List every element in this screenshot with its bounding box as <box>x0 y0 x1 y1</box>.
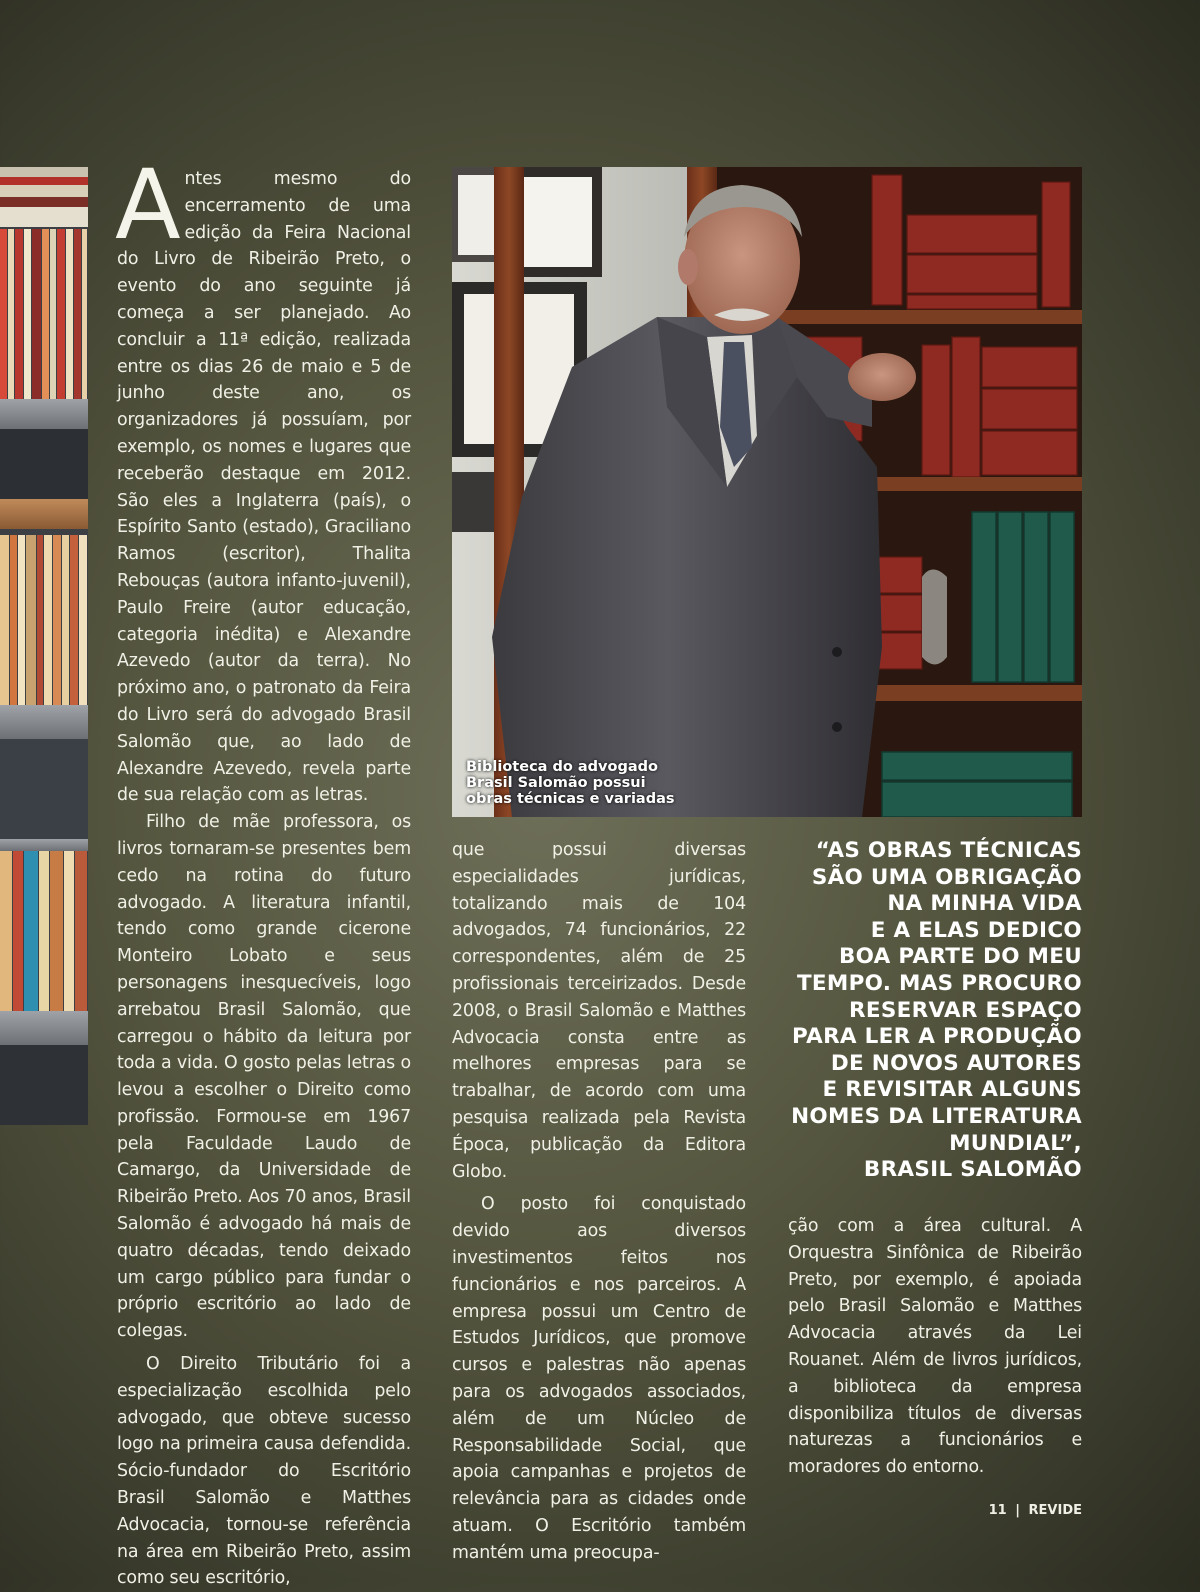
quote-line: NOMES DA LITERATURA <box>791 1103 1082 1129</box>
text-column-2 <box>452 837 746 1567</box>
caption-line: Biblioteca do advogado <box>466 759 658 775</box>
paragraph-5: O posto foi conquistado devido aos diversos investimentos feitos nos funcionários e nos parceiros. A empresa possui um Centro de Estudos Jurídicos, que promove cursos e palestras não apenas para os advogados associados, além de um Núcleo de Responsabilidade Social, que apoia campanhas e projetos de relevância para as cidades onde atuam. O Escritório também mantém uma preocupa- <box>452 1194 746 1563</box>
quote-line: NA MINHA VIDA <box>887 891 1082 917</box>
caption-line: Brasil Salomão possui <box>466 775 646 791</box>
page-number: 11 <box>988 1503 1007 1518</box>
quote-line: PARA LER A PRODUÇÃO <box>792 1024 1082 1050</box>
drop-cap: A <box>115 149 181 261</box>
photo-caption <box>466 759 675 807</box>
quote-line: MUNDIAL”, <box>949 1130 1082 1156</box>
text-column-1 <box>115 149 411 1592</box>
quote-line: DE NOVOS AUTORES <box>830 1050 1082 1076</box>
paragraph-1: Antes mesmo do encerramento de uma edição da Feira Nacional do Livro de Ribeirão Preto, o evento do ano seguinte já começa a ser planejado. Ao concluir a 11ª edição, realizada entre os dias 26 de maio e 5 de junho deste ano, os organizadores já possuíam, por exemplo, os nomes e lugares que receberão destaque em 2012. São eles a Inglaterra (país), o Espírito Santo (estado), Graciliano Ramos (escritor), Thalita Rebouças (autora infanto-juvenil), Paulo Freire (autor educação, categoria inédita) e Alexandre Azevedo (autor da terra). No próximo ano, o patronato da Feira do Livro será do advogado Brasil Salomão que, ao lado de Alexandre Azevedo, revela parte de sua relação com as letras. <box>115 149 411 806</box>
paragraph-6: ção com a área cultural. A Orquestra Sinfônica de Ribeirão Preto, por exemplo, é apoiada pelo Brasil Salomão e Matthes Advocacia através da Lei Rouanet. Além de livros jurídicos, a biblioteca da empresa disponibiliza títulos de diversas naturezas a funcionários e moradores do entorno. <box>788 1216 1082 1478</box>
pull-quote <box>780 838 1082 1184</box>
magazine-name: REVIDE <box>1028 1503 1082 1518</box>
paragraph-3: O Direito Tributário foi a especialização escolhida pelo advogado, que obteve sucesso logo na primeira causa defendida. Sócio-fundador do Escritório Brasil Salomão e Matthes Advocacia, tornou-se referência na área em Ribeirão Preto, assim como seu escritório, <box>117 1354 411 1589</box>
lawyer-library-illustration <box>452 167 1082 817</box>
paragraph-2: Filho de mãe professora, os livros tornaram-se presentes bem cedo na rotina do futuro advogado. A literatura infantil, tendo como grande cicerone Monteiro Lobato e seus personagens inesquecíveis, logo arrebatou Brasil Salomão, que carregou o hábito da leitura por toda a vida. O gosto pelas letras o levou a escolher o Direito como profissão. Formou-se em 1967 pela Faculdade Laudo de Camargo, da Universidade de Ribeirão Preto. Aos 70 anos, Brasil Salomão é advogado há mais de quatro décadas, tendo deixado um cargo público para fundar o próprio escritório ao lado de colegas. <box>117 812 411 1342</box>
quote-author: BRASIL SALOMÃO <box>863 1157 1082 1183</box>
quote-line: RESERVAR ESPAÇO <box>849 997 1082 1023</box>
quote-line: TEMPO. MAS PROCURO <box>796 970 1082 996</box>
page-footer <box>989 1503 1082 1518</box>
quote-line: “AS OBRAS TÉCNICAS <box>815 838 1082 863</box>
quote-line: E A ELAS DEDICO <box>870 917 1082 943</box>
main-photo <box>452 167 1082 817</box>
footer-separator: | <box>1015 1503 1020 1518</box>
caption-line: obras técnicas e variadas <box>466 791 675 807</box>
text-column-3 <box>788 1213 1082 1481</box>
quote-line: SÃO UMA OBRIGAÇÃO <box>811 864 1082 890</box>
paragraph-4: que possui diversas especialidades jurídicas, totalizando mais de 104 advogados, 74 funcionários, 22 correspondentes, além de 25 profissionais terceirizados. Desde 2008, o Brasil Salomão e Matthes Advocacia consta entre as melhores empresas para se trabalhar, de acordo com uma pesquisa realizada pela Revista Época, publicação da Editora Globo. <box>452 840 746 1182</box>
quote-line: BOA PARTE DO MEU <box>838 944 1082 970</box>
bookshelf-photo-left <box>0 167 88 1125</box>
quote-line: E REVISITAR ALGUNS <box>822 1077 1082 1103</box>
